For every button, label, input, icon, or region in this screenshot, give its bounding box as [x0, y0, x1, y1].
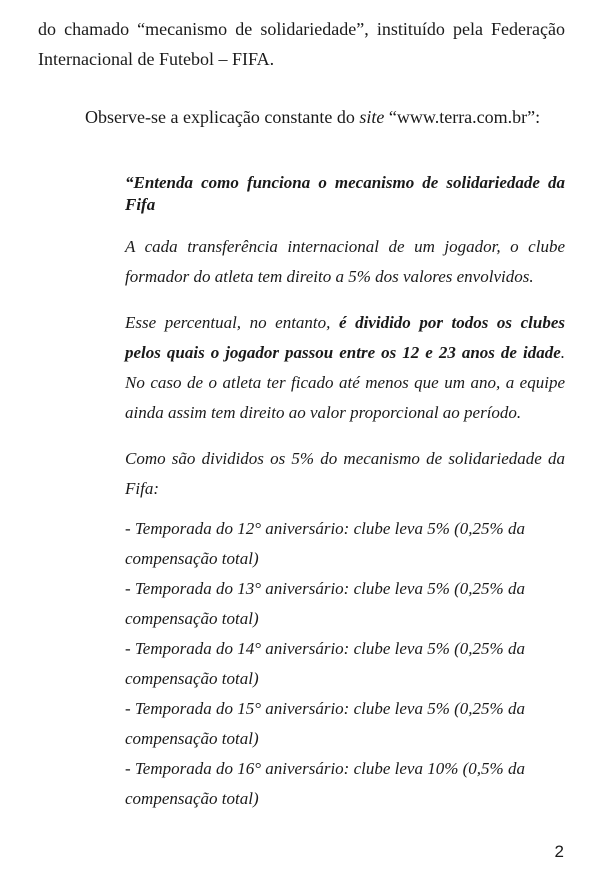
percentual-text-pre: Esse percentual, no entanto,: [125, 313, 339, 332]
list-item-season-13: - Temporada do 13° aniversário: clube leva 5% (0,25% da compensação total): [125, 579, 525, 628]
intro-text-post: “www.terra.com.br”:: [384, 107, 541, 127]
page-number: 2: [554, 842, 564, 861]
intro-site-word: site: [359, 107, 385, 127]
season-list: [125, 514, 565, 814]
quote-paragraph-percentual: [125, 308, 565, 428]
quote-paragraph-division: Como são divididos os 5% do mecanismo de solidariedade da Fifa:: [125, 449, 565, 498]
quote-heading: “Entenda como funciona o mecanismo de solidariedade da Fifa: [125, 173, 565, 214]
list-item-season-12: - Temporada do 12° aniversário: clube leva 5% (0,25% da compensação total): [125, 519, 525, 568]
paragraph-solidarity-mechanism: do chamado “mecanismo de solidariedade”, instituído pela Federação Internacional de Futebol – FIFA.: [38, 19, 565, 69]
quote-block: [125, 172, 565, 814]
list-item-season-14: - Temporada do 14° aniversário: clube leva 5% (0,25% da compensação total): [125, 639, 525, 688]
quote-paragraph-transfer: A cada transferência internacional de um jogador, o clube formador do atleta tem direito a 5% dos valores envolvidos.: [125, 237, 565, 286]
percentual-bold-emphasis: é dividido por todos os clubes pelos quais o jogador passou entre os 12 e 23 anos de idade: [125, 313, 565, 362]
intro-text-pre: Observe-se a explicação constante do: [85, 107, 360, 127]
list-item-season-15: - Temporada do 15° aniversário: clube leva 5% (0,25% da compensação total): [125, 699, 525, 748]
paragraph-observe-intro: [38, 102, 565, 132]
list-item-season-16: - Temporada do 16° aniversário: clube leva 10% (0,5% da compensação total): [125, 759, 525, 808]
percentual-text-post: . No caso de o atleta ter ficado até menos que um ano, a equipe ainda assim tem direito ao valor proporcional ao período.: [125, 343, 565, 422]
